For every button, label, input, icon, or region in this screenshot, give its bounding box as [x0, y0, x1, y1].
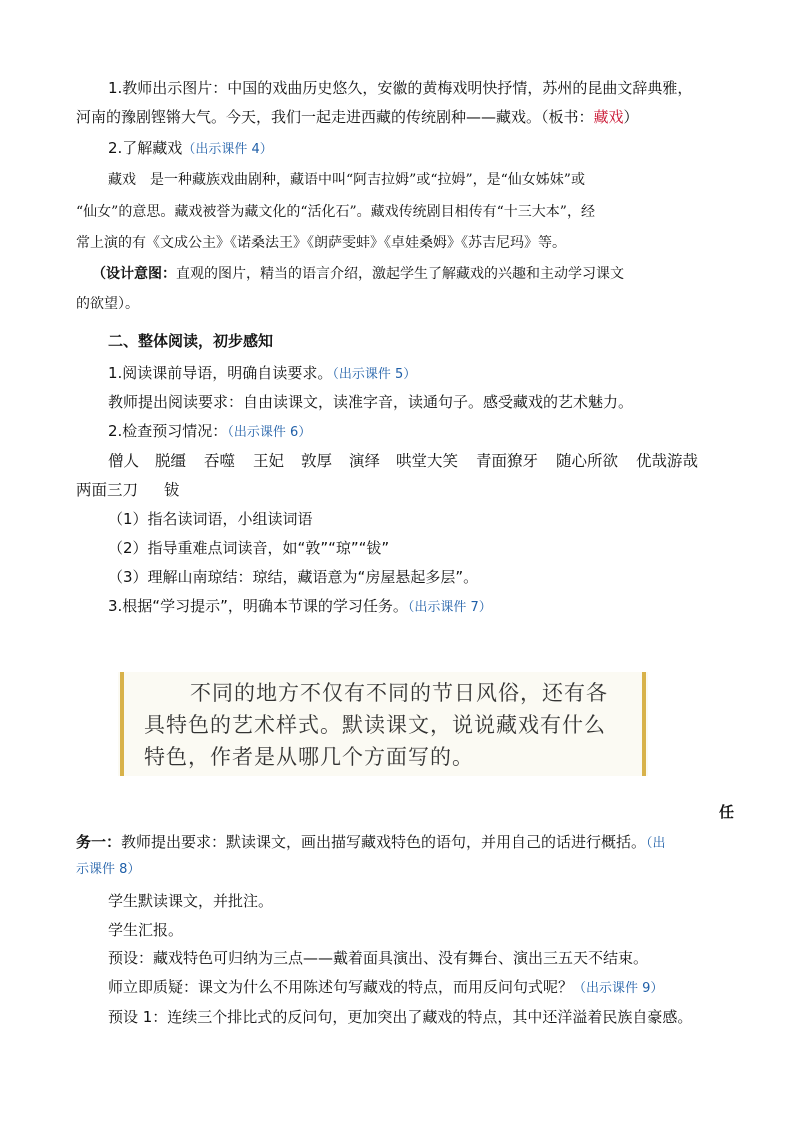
teacher-question [108, 977, 663, 999]
task-label: 务一： [76, 833, 122, 851]
step-text: 1.阅读课前导语，明确自读要求。 [108, 364, 333, 382]
zangxi-intro-line-3: 常上演的有《文成公主》《诺桑法王》《朗萨雯蚌》《卓娃桑姆》《苏吉尼玛》等。 [76, 235, 566, 251]
student-report: 学生汇报。 [108, 921, 184, 939]
courseware-note: （出示课件 9） [573, 981, 664, 996]
step-2: （2）指导重难点词读音，如“敦”“琼”“钹” [108, 539, 390, 557]
step-understand-zangxi [108, 138, 273, 160]
vocab-word: 僧人 [108, 452, 140, 470]
design-intent-text: 直观的图片，精当的语言介绍，激起学生了解藏戏的兴趣和主动学习课文 [176, 266, 624, 282]
design-intent-label: （设计意图： [92, 266, 176, 282]
tip-line-2: 具特色的艺术样式。默读课文，说说藏戏有什么 [144, 713, 606, 737]
step-text: 3.根据“学习提示”，明确本节课的学习任务。 [108, 597, 408, 615]
learning-tip-box [118, 672, 648, 776]
vocab-word: 演绎 [349, 452, 381, 470]
step-1: （1）指名读词语，小组读词语 [108, 510, 313, 528]
student-read: 学生默读课文，并批注。 [108, 892, 274, 910]
reading-requirement: 教师提出阅读要求：自由读课文，读准字音，读通句子。感受藏戏的艺术魅力。 [108, 393, 634, 411]
vocab-word: 两面三刀 [76, 481, 139, 499]
step-read-guide [108, 363, 416, 385]
courseware-note: （出 [646, 836, 666, 851]
vocab-word: 青面獠牙 [476, 452, 539, 470]
task-one-line-2: 示课件 8） [76, 862, 141, 877]
design-intent-line-2: 的欲望）。 [76, 296, 139, 312]
vocab-word: 王妃 [253, 452, 285, 470]
courseware-note: （出示课件 4） [182, 142, 273, 157]
section-heading: 二、整体阅读，初步感知 [108, 332, 274, 350]
tip-box-left-bar [120, 672, 124, 776]
vocab-word: 敦厚 [301, 452, 333, 470]
courseware-note: （出示课件 5） [332, 367, 417, 382]
intro-line-2 [76, 107, 639, 127]
step-text: 2.了解藏戏 [108, 139, 183, 157]
vocab-word: 哄堂大笑 [396, 452, 459, 470]
intro-line-2-text: 河南的豫剧铿锵大气。今天，我们一起走进西藏的传统剧种——藏戏。（板书： [76, 108, 594, 126]
design-intent-line-1 [92, 264, 624, 284]
vocab-word: 脱缰 [155, 452, 187, 470]
step-3: （3）理解山南琼结：琼结，藏语意为“房屋悬起多层”。 [108, 568, 479, 586]
courseware-note: （出示课件 6） [227, 425, 312, 440]
step-learning-tips [108, 596, 492, 618]
courseware-note: （出示课件 7） [407, 600, 492, 615]
intro-line-2-end: ） [623, 108, 639, 126]
board-writing: 藏戏 [593, 108, 624, 126]
question-text: 师立即质疑：课文为什么不用陈述句写藏戏的特点，而用反问句式呢？ [108, 978, 574, 996]
tip-line-3: 特色，作者是从哪几个方面写的。 [144, 745, 474, 769]
intro-line-1: 1.教师出示图片：中国的戏曲历史悠久，安徽的黄梅戏明快抒情，苏州的昆曲文辞典雅， [108, 79, 693, 97]
step-text: 2.检查预习情况： [108, 422, 228, 440]
vocab-word: 优哉游哉 [636, 452, 699, 470]
task-one-line-1 [76, 832, 666, 854]
task-text: 教师提出要求：默读课文，画出描写藏戏特色的语句，并用自己的话进行概括。 [121, 833, 647, 851]
zangxi-intro-line-2: “仙女”的意思。藏戏被誉为藏文化的“活化石”。藏戏传统剧目相传有“十三大本”，经 [76, 204, 595, 220]
preset-1: 预设 1：连续三个排比式的反问句，更加突出了藏戏的特点，其中还洋溢着民族自豪感。 [108, 1008, 693, 1026]
vocab-word: 钹 [164, 481, 180, 499]
tip-box-right-bar [642, 672, 646, 776]
vocab-word: 随心所欲 [556, 452, 619, 470]
tip-line-1: 不同的地方不仅有不同的节日风俗，还有各 [190, 681, 608, 705]
preset-answer: 预设：藏戏特色可归纳为三点——戴着面具演出、没有舞台、演出三五天不结束。 [108, 949, 649, 967]
zangxi-intro-line-1: 藏戏 是一种藏族戏曲剧种，藏语中叫“阿吉拉姆”或“拉姆”，是“仙女姊妹”或 [108, 172, 585, 188]
step-check-preview [108, 421, 311, 443]
task-label-end: 任 [719, 803, 735, 821]
vocab-word: 吞噬 [204, 452, 236, 470]
